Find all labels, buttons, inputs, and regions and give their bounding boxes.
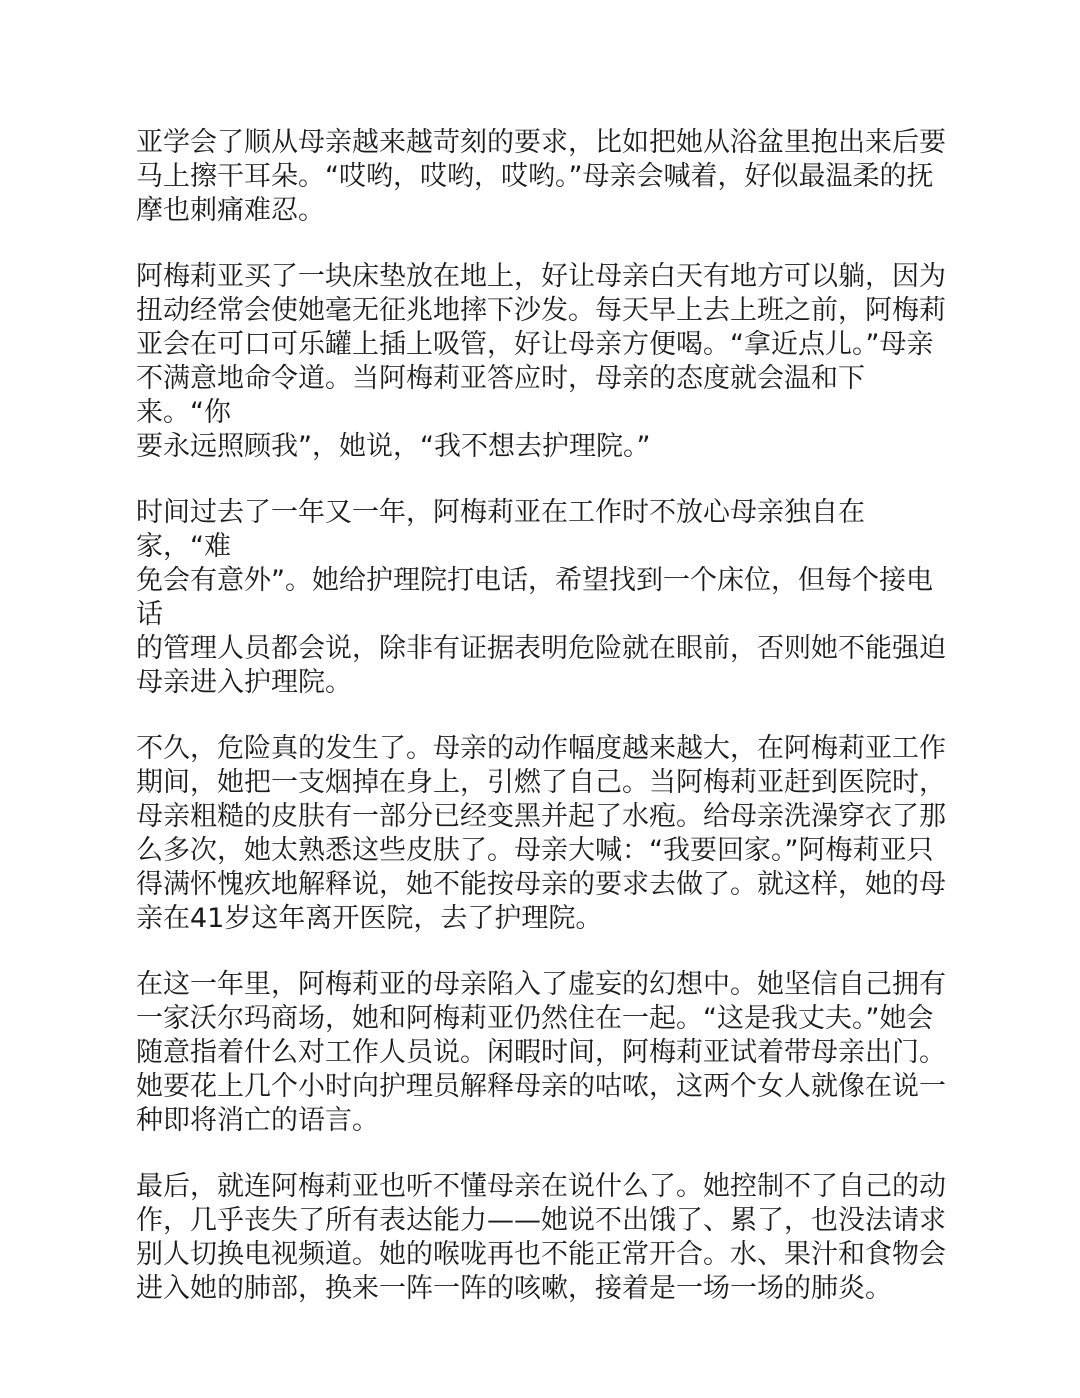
paragraph-2: 阿梅莉亚买了一块床垫放在地上，好让母亲白天有地方可以躺，因为 扭动经常会使她毫无征兆地摔下沙发。每天早上去上班之前，阿梅莉 亚会在可口可乐罐上插上吸管，好让母亲方便喝。“拿近点儿。”母亲 不满意地命令道。当阿梅莉亚答应时，母亲的态度就会温和下来。“你 要永远照顾我”，她说，“我不想去护理院。” — [136, 261, 946, 462]
article-body — [136, 126, 946, 1338]
paragraph-1: 亚学会了顺从母亲越来越苛刻的要求，比如把她从浴盆里抱出来后要 马上擦干耳朵。“哎哟，哎哟，哎哟。”母亲会喊着，好似最温柔的抚 摩也刺痛难忍。 — [136, 127, 946, 226]
paragraph-5: 在这一年里，阿梅莉亚的母亲陷入了虚妄的幻想中。她坚信自己拥有 一家沃尔玛商场，她和阿梅莉亚仍然住在一起。“这是我丈夫。”她会 随意指着什么对工作人员说。闲暇时间，阿梅莉亚试着带母亲出门。 她要花上几个小时向护理员解释母亲的咕哝，这两个女人就像在说一 种即将消亡的语言。 — [136, 969, 946, 1136]
paragraph-6: 最后，就连阿梅莉亚也听不懂母亲在说什么了。她控制不了自己的动 作，几乎丧失了所有表达能力——她说不出饿了、累了，也没法请求 别人切换电视频道。她的喉咙再也不能正常开合。水、果汁和食物会 进入她的肺部，换来一阵一阵的咳嗽，接着是一场一场的肺炎。 — [136, 1171, 946, 1304]
paragraph-4: 不久，危险真的发生了。母亲的动作幅度越来越大，在阿梅莉亚工作 期间，她把一支烟掉在身上，引燃了自己。当阿梅莉亚赶到医院时， 母亲粗糙的皮肤有一部分已经变黑并起了水疱。给母亲洗澡穿衣了那 么多次，她太熟悉这些皮肤了。母亲大喊：“我要回家。”阿梅莉亚只 得满怀愧疚地解释说，她不能按母亲的要求去做了。就这样，她的母 亲在41岁这年离开医院，去了护理院。 — [136, 733, 946, 934]
paragraph-3: 时间过去了一年又一年，阿梅莉亚在工作时不放心母亲独自在家，“难 免会有意外”。她给护理院打电话，希望找到一个床位，但每个接电话 的管理人员都会说，除非有证据表明危险就在眼前，否则她不能强迫 母亲进入护理院。 — [136, 497, 946, 698]
